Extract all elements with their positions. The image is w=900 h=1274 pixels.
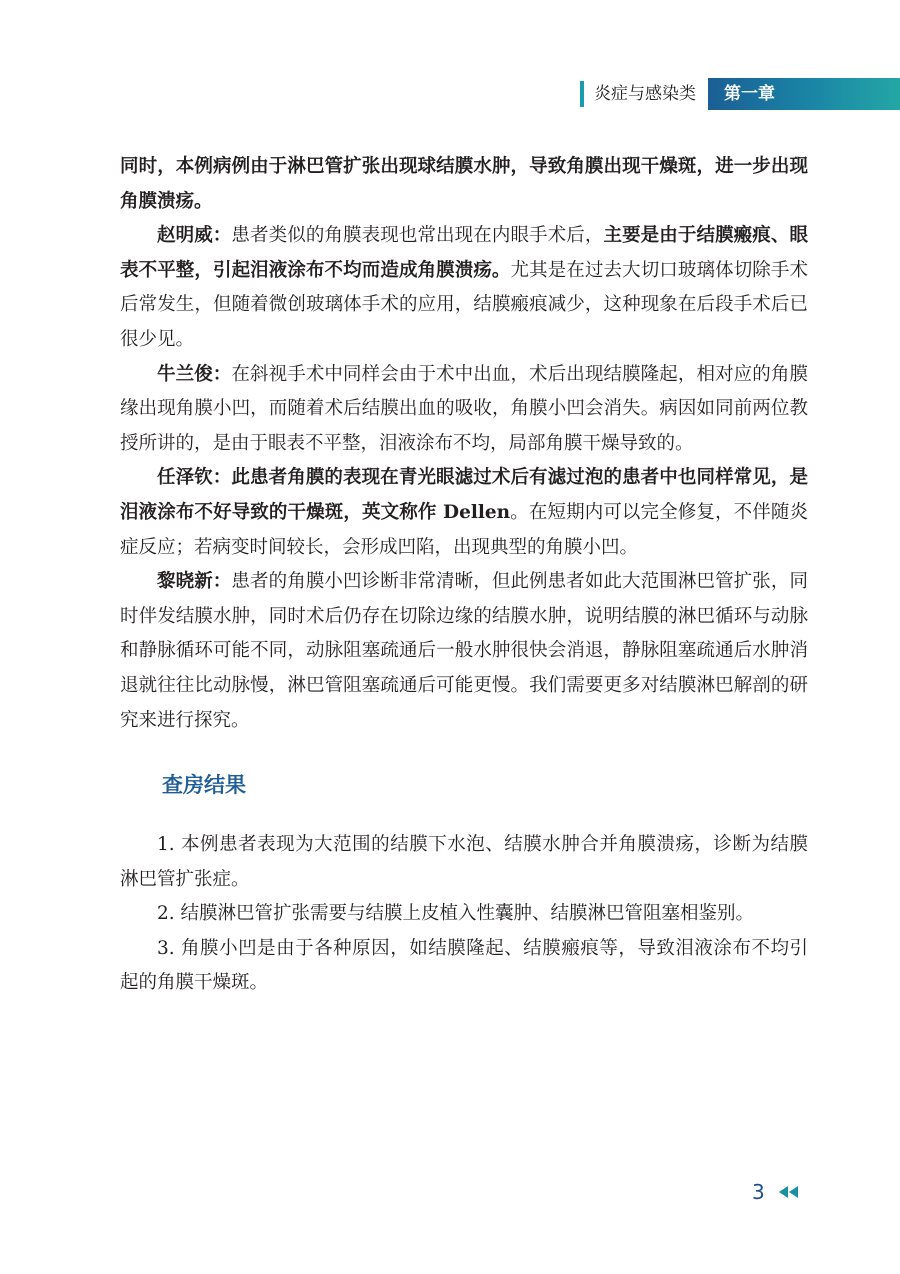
speaker-li: 黎晓新： xyxy=(157,571,232,593)
paragraph-zhao-text2: 尤其是在过去大切口玻璃体切除手术后常发生，但随着微创玻璃体手术的应用，结膜瘢痕减少，这种现象在后段手术后已很少见。 xyxy=(120,259,808,350)
paragraph-niu xyxy=(120,358,808,462)
result-item-2: 2. 结膜淋巴管扩张需要与结膜上皮植入性囊肿、结膜淋巴管阻塞相鉴别。 xyxy=(157,903,755,925)
paragraph-1-bold: 同时，本例病例由于淋巴管扩张出现球结膜水肿，导致角膜出现干燥斑，进一步出现角膜溃疡。 xyxy=(120,156,808,212)
page-footer xyxy=(752,1180,798,1204)
speaker-niu: 牛兰俊： xyxy=(157,363,232,385)
running-header xyxy=(580,78,900,110)
paragraph-li xyxy=(120,565,808,738)
arrow-left-icon xyxy=(779,1186,788,1198)
header-chapter-label: 第一章 xyxy=(708,78,900,110)
paragraph-ren xyxy=(120,461,808,565)
arrow-left-icon xyxy=(789,1186,798,1198)
page-body xyxy=(120,150,808,1001)
speaker-ren: 任泽钦： xyxy=(157,467,232,489)
page-number: 3 xyxy=(752,1180,765,1204)
paragraph-li-text: 患者的角膜小凹诊断非常清晰，但此例患者如此大范围淋巴管扩张，同时伴发结膜水肿，同时术后仍存在切除边缘的结膜水肿，说明结膜的淋巴循环与动脉和静脉循环可能不同，动脉阻塞疏通后一般水肿很快会消退，静脉阻塞疏通后水肿消退就往往比动脉慢，淋巴管阻塞疏通后可能更慢。我们需要更多对结膜淋巴解剖的研究来进行探究。 xyxy=(120,571,808,731)
paragraph-zhao-text: 患者类似的角膜表现也常出现在内眼手术后， xyxy=(231,225,604,247)
paragraph-niu-text: 在斜视手术中同样会由于术中出血，术后出现结膜隆起，相对应的角膜缘出现角膜小凹，而随着术后结膜出血的吸收，角膜小凹会消失。病因如同前两位教授所讲的，是由于眼表不平整，泪液涂布不均，局部角膜干燥导致的。 xyxy=(120,363,808,454)
paragraph-ren-text: 。在短期内可以完全修复，不伴随炎症反应；若病变时间较长，会形成凹陷，出现典型的角膜小凹。 xyxy=(120,501,808,558)
header-section-title: 炎症与感染类 xyxy=(594,84,696,104)
double-left-arrow-icon xyxy=(779,1186,798,1198)
paragraph-zhao-bold: 主要是由于结膜瘢痕、眼表不平整，引起泪液涂布不均而造成角膜溃疡。 xyxy=(120,225,808,281)
result-item-3: 3. 角膜小凹是由于各种原因，如结膜隆起、结膜瘢痕等，导致泪液涂布不均引起的角膜干燥斑。 xyxy=(120,937,808,994)
speaker-zhao: 赵明威： xyxy=(157,225,232,247)
paragraph-1 xyxy=(120,150,808,219)
paragraph-zhao xyxy=(120,219,808,357)
result-item-1: 1. 本例患者表现为大范围的结膜下水泡、结膜水肿合并角膜溃疡，诊断为结膜淋巴管扩张症。 xyxy=(120,834,808,890)
section-title-results: 查房结果 xyxy=(162,772,246,798)
paragraph-ren-bold: 此患者角膜的表现在青光眼滤过术后有滤过泡的患者中也同样常见，是泪液涂布不好导致的干燥斑，英文称作 Dellen xyxy=(120,467,808,523)
